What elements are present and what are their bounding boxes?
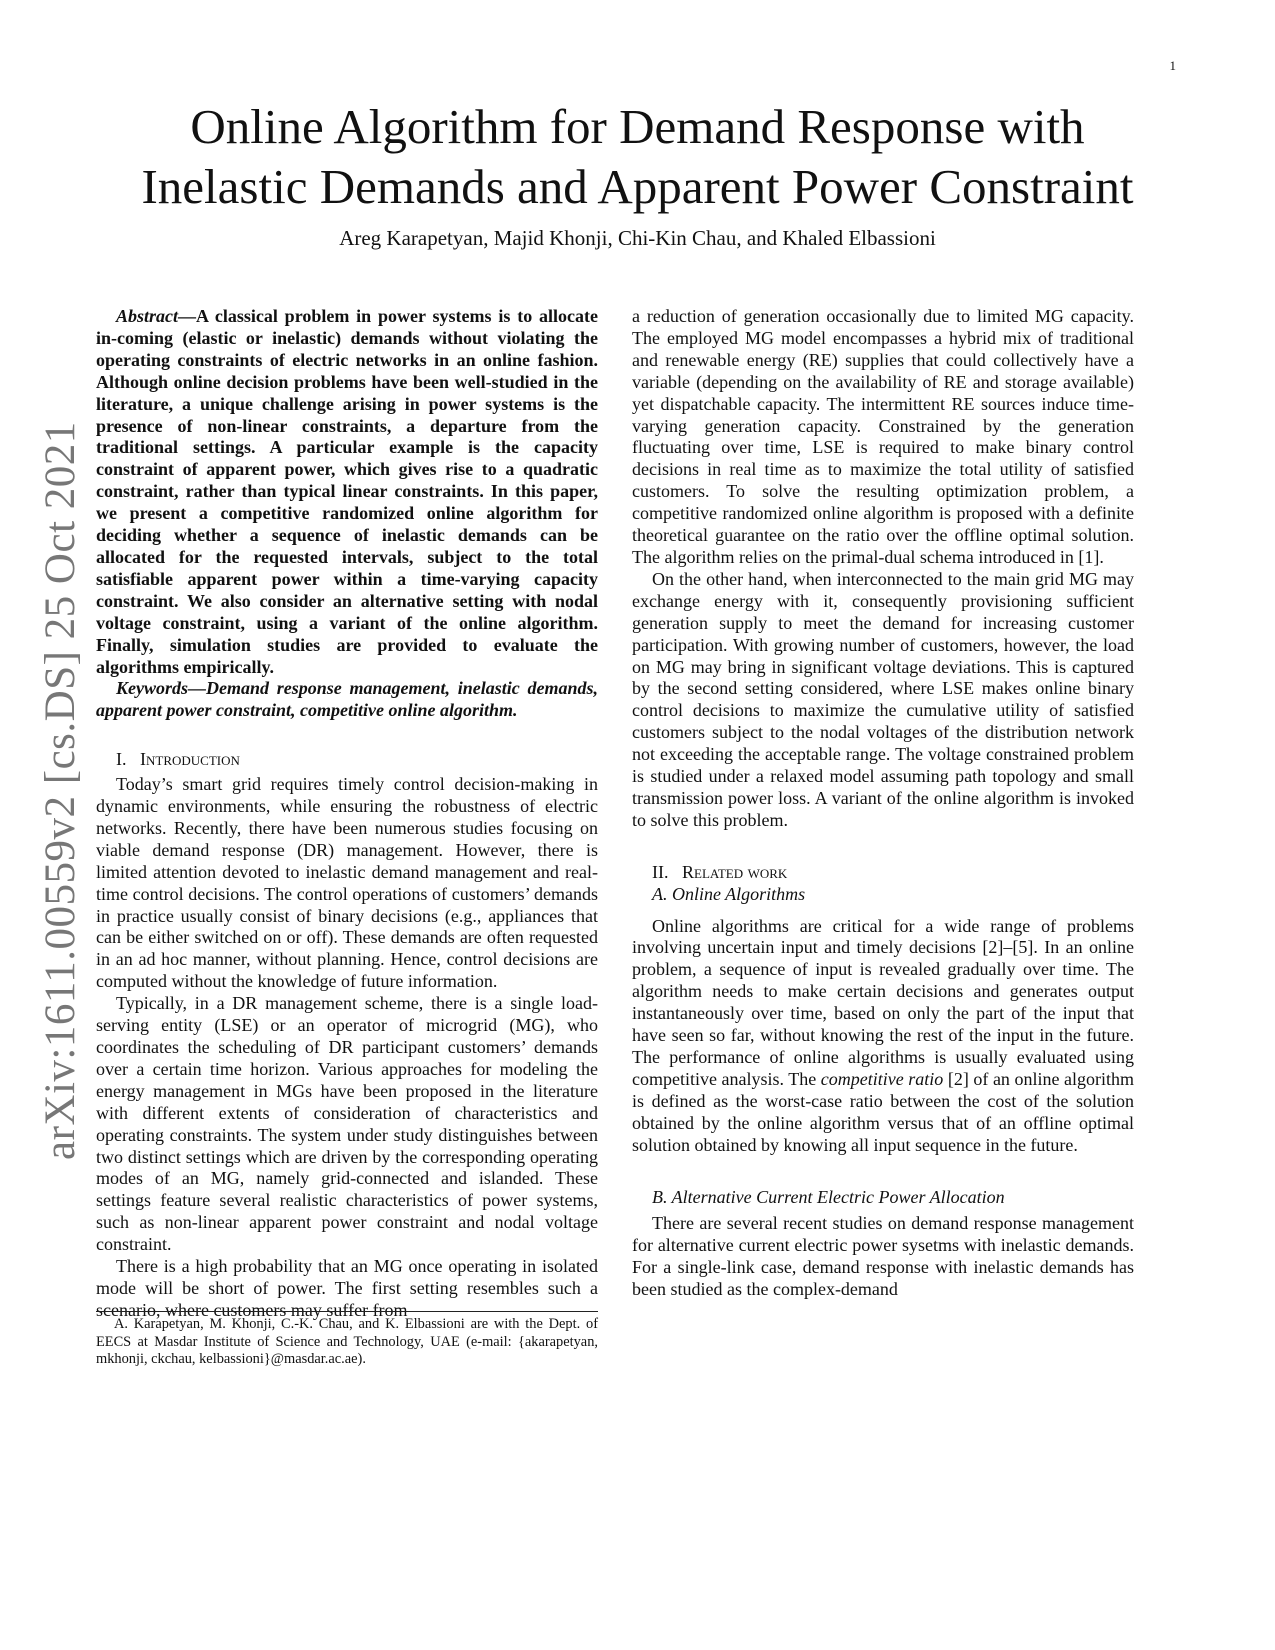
abstract-label: Abstract xyxy=(116,306,179,326)
affiliation-footnote: A. Karapetyan, M. Khonji, C.-K. Chau, and K. Elbassioni are with the Dept. of EECS at Masdar Institute of Science and Technology, UAE (e-mail: {akarapetyan, mkhonji, ckchau, kelbassioni}@masdar.ac.ae). xyxy=(96,1316,598,1367)
competitive-ratio-term: competitive ratio xyxy=(820,1068,944,1089)
online-algorithms-paragraph: Online algorithms are critical for a wide range of problems involving uncertain input and timely decisions [2]–[5]. In an online problem, a sequence of input is revealed gradually over time. The algorithm needs to make certain decisions and generates output instantaneously over time, based on only the part of the input that have seen so far, without knowing the rest of the input in the future. The performance of online algorithms is usually evaluated using competitive analysis. The competitive ratio [2] of an online algorithm is defined as the worst-case ratio between the cost of the solution obtained by the online algorithm versus that of an offline optimal solution obtained by knowing all input sequence in the future. xyxy=(632,915,1135,1155)
intro-paragraph-2: Typically, in a DR management scheme, there is a single load-serving entity (LSE) or an operator of microgrid (MG), who coordinates the scheduling of DR participant customers’ demands over a certain time horizon. Various approaches for modeling the energy management in MGs have been proposed in the literature with different extents of consideration of characteristics and operating constraints. The system under study distinguishes between two distinct settings which are driven by the corresponding operating modes of an MG, namely grid-connected and islanded. These settings feature several realistic characteristics of power systems, such as non-linear apparent power constraint and nodal voltage constraint. xyxy=(96,993,598,1255)
title-line-1: Online Algorithm for Demand Response with xyxy=(190,99,1085,154)
section-heading-related-work xyxy=(632,862,1134,884)
ac-power-paragraph: There are several recent studies on demand response management for alternative current electric power sysetms with inelastic demands. For a single-link case, demand response with inelastic demands has been studied as the complex-demand xyxy=(632,1213,1134,1300)
right-paragraph-2: On the other hand, when interconnected to the main grid MG may exchange energy with it, consequently provisioning sufficient generation supply to meet the demand for increasing customer participation. With growing number of customers, however, the load on MG may bring in significant voltage deviations. This is captured by the second setting considered, where LSE makes online binary control decisions to maximize the cumulative utility of satisfied customers subject to the nodal voltages of the distribution network not exceeding the acceptable range. The voltage constrained problem is studied under a relaxed model assuming path topology and small transmission power loss. A variant of the online algorithm is invoked to solve this problem. xyxy=(632,568,1134,830)
paper-title xyxy=(80,97,1195,217)
page-number: 1 xyxy=(1169,58,1176,73)
title-line-2: Inelastic Demands and Apparent Power Constraint xyxy=(141,159,1134,214)
right-column xyxy=(632,306,1134,1301)
right-paragraph-1: a reduction of generation occasionally due to limited MG capacity. The employed MG model encompasses a hybrid mix of traditional and renewable energy (RE) supplies that could collectively have a variable (depending on the availability of RE and storage available) yet dispatchable capacity. The intermittent RE sources induce time-varying generation capacity. Constrained by the generation fluctuating over time, LSE is required to make binary control decisions in real time as to maximize the total utility of satisfied customers. To solve the resulting optimization problem, a competitive randomized online algorithm is proposed with a definite theoretical guarantee on the ratio over the offline optimal solution. The algorithm relies on the primal-dual schema introduced in [1]. xyxy=(632,306,1134,567)
section-title: Related work xyxy=(682,861,788,882)
intro-paragraph-3: There is a high probability that an MG once operating in isolated mode will be short of power. The first setting resembles such a scenario, where customers may suffer from xyxy=(96,1256,598,1320)
section-number: II. xyxy=(652,861,669,882)
footnote-rule xyxy=(96,1311,598,1312)
abstract-text: —A classical problem in power systems is to allocate in-coming (elastic or inelastic) demands without violating the operating constraints of electric networks in an online fashion. Although online decision problems have been well-studied in the literature, a unique challenge arising in power systems is the presence of non-linear constraints, a departure from the traditional settings. A particular example is the capacity constraint of apparent power, which gives rise to a quadratic constraint, rather than typical linear constraints. In this paper, we present a competitive randomized online algorithm for deciding whether a sequence of inelastic demands can be allocated for the requested intervals, subject to the total satisfiable apparent power within a time-varying capacity constraint. We also consider an alternative setting with nodal voltage constraint, using a variant of the online algorithm. Finally, simulation studies are provided to evaluate the algorithms empirically. xyxy=(96,306,598,677)
arxiv-identifier: arXiv:1611.00559v2 [cs.DS] 25 Oct 2021 xyxy=(37,421,84,1160)
author-list: Areg Karapetyan, Majid Khonji, Chi-Kin Chau, and Khaled Elbassioni xyxy=(339,226,936,250)
left-column xyxy=(96,306,598,1322)
keywords: Keywords—Demand response management, inelastic demands, apparent power constraint, competitive online algorithm. xyxy=(96,678,598,721)
subsection-heading-online-algorithms: A. Online Algorithms xyxy=(652,883,806,904)
intro-paragraph-1: Today’s smart grid requires timely control decision-making in dynamic environments, while ensuring the robustness of electric networks. Recently, there have been numerous studies focusing on viable demand response (DR) management. However, there is limited attention devoted to inelastic demand management and real-time control decisions. The control operations of customers’ demands in practice usually consist of binary decisions (e.g., appliances that can be either switched on or off). These demands are often requested in an ad hoc manner, without planning. Hence, control decisions are computed without the knowledge of future information. xyxy=(96,774,598,992)
section-title: Introduction xyxy=(140,749,240,770)
subsection-heading-ac-power-allocation: B. Alternative Current Electric Power Allocation xyxy=(652,1186,1005,1207)
abstract xyxy=(96,306,598,678)
section-number: I. xyxy=(116,749,127,770)
section-heading-introduction xyxy=(96,749,598,771)
